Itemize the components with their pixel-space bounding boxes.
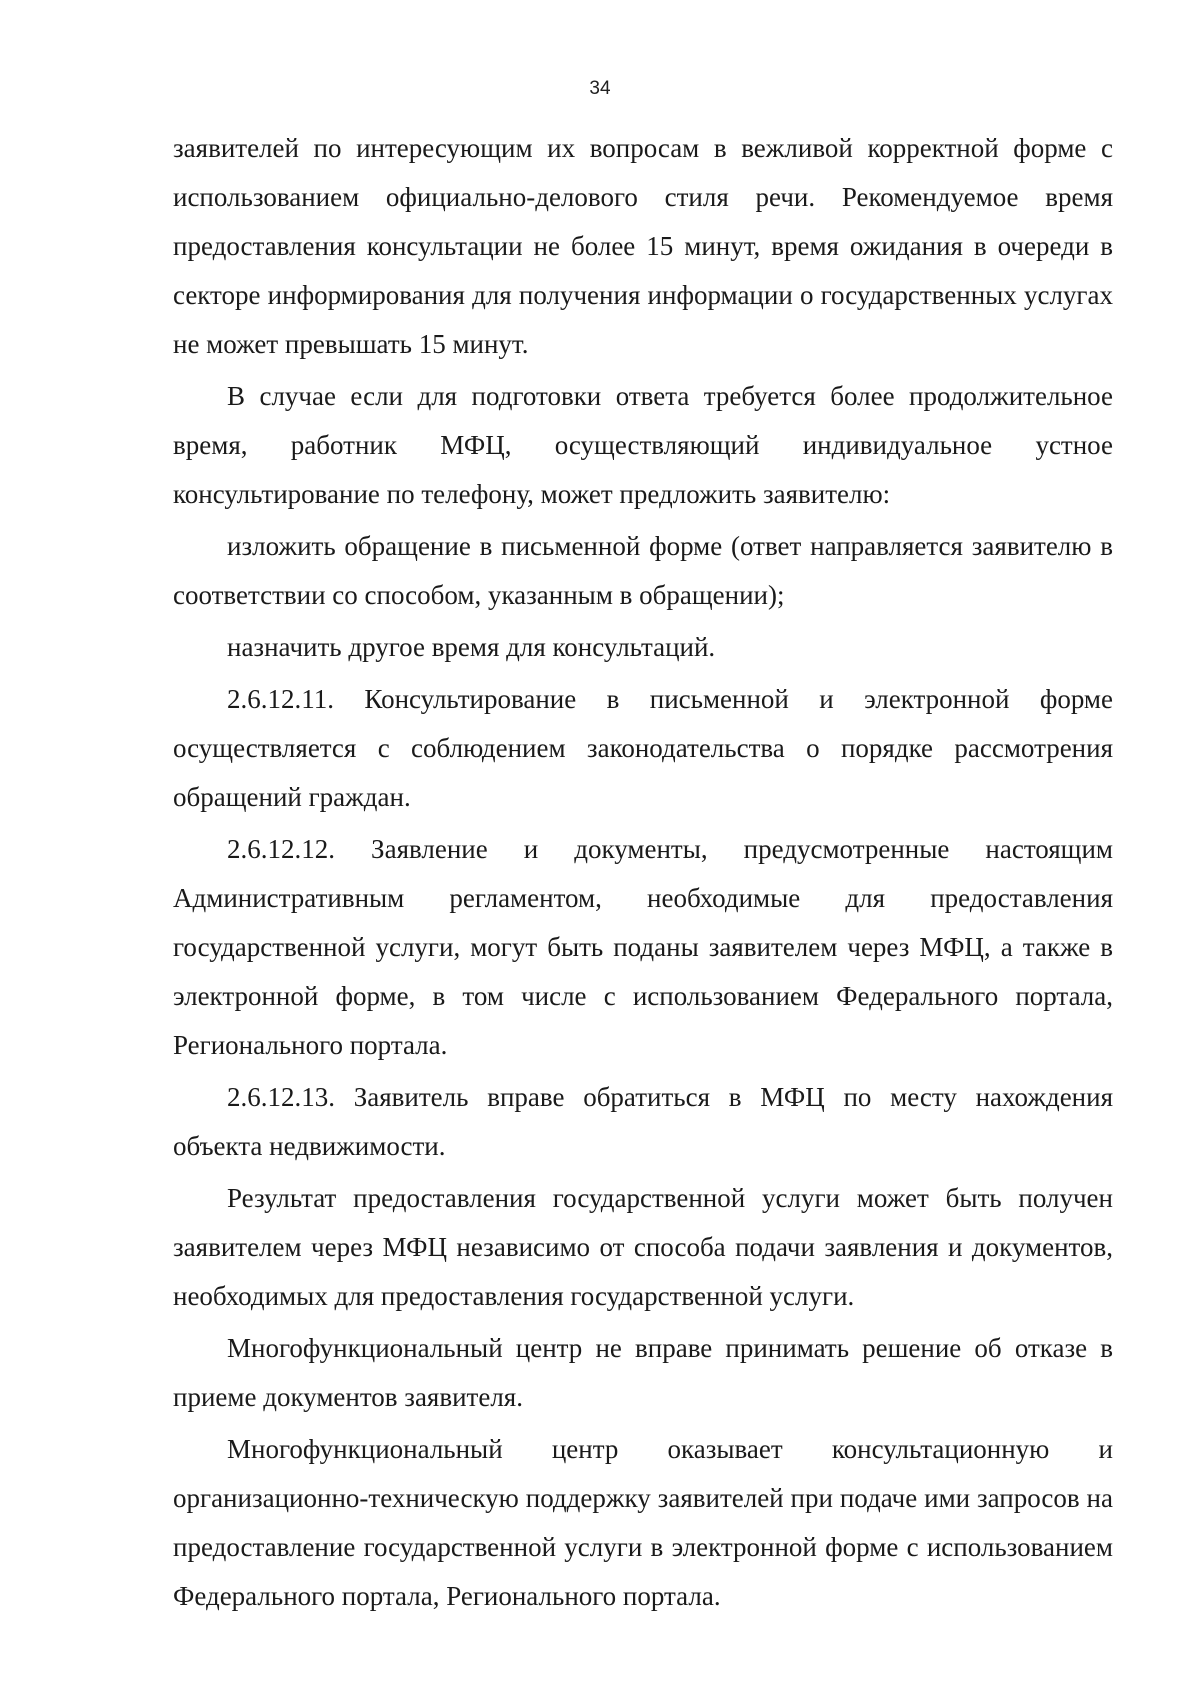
- paragraph-2-6-12-11: 2.6.12.11. Консультирование в письменной и электронной форме осуществляется с соблюдением законодательства о порядке рассмотрения обращений граждан.: [173, 684, 1113, 812]
- paragraph-technical-support: Многофункциональный центр оказывает консультационную и организационно-техническую поддержку заявителей при подаче ими запросов на предоставление государственной услуги в электронной форме с использованием Федерального портала, Регионального портала.: [173, 1434, 1113, 1611]
- paragraph-phone-consultation: В случае если для подготовки ответа требуется более продолжительное время, работник МФЦ, осуществляющий индивидуальное устное консультирование по телефону, может предложить заявителю:: [173, 381, 1113, 509]
- paragraph-continuation: заявителей по интересующим их вопросам в вежливой корректной форме с использованием официально-делового стиля речи. Рекомендуемое время предоставления консультации не более 15 минут, время ожидания в очереди в секторе информирования для получения информации о государственных услугах не может превышать 15 минут.: [173, 133, 1113, 359]
- paragraph-result-delivery: Результат предоставления государственной услуги может быть получен заявителем через МФЦ независимо от способа подачи заявления и документов, необходимых для предоставления государственной услуги.: [173, 1183, 1113, 1311]
- paragraph-written-request-option: изложить обращение в письменной форме (ответ направляется заявителю в соответствии со способом, указанным в обращении);: [173, 531, 1113, 610]
- paragraph-reschedule-option: назначить другое время для консультаций.: [227, 632, 716, 662]
- document-body: [173, 124, 1113, 1621]
- page-number: 34: [589, 78, 611, 99]
- paragraph-no-refusal: Многофункциональный центр не вправе принимать решение об отказе в приеме документов заявителя.: [173, 1333, 1113, 1412]
- paragraph-2-6-12-12: 2.6.12.12. Заявление и документы, предусмотренные настоящим Административным регламентом, необходимые для предоставления государственной услуги, могут быть поданы заявителем через МФЦ, а также в электронной форме, в том числе с использованием Федерального портала, Регионального портала.: [173, 834, 1113, 1060]
- paragraph-2-6-12-13: 2.6.12.13. Заявитель вправе обратиться в МФЦ по месту нахождения объекта недвижимости.: [173, 1082, 1113, 1161]
